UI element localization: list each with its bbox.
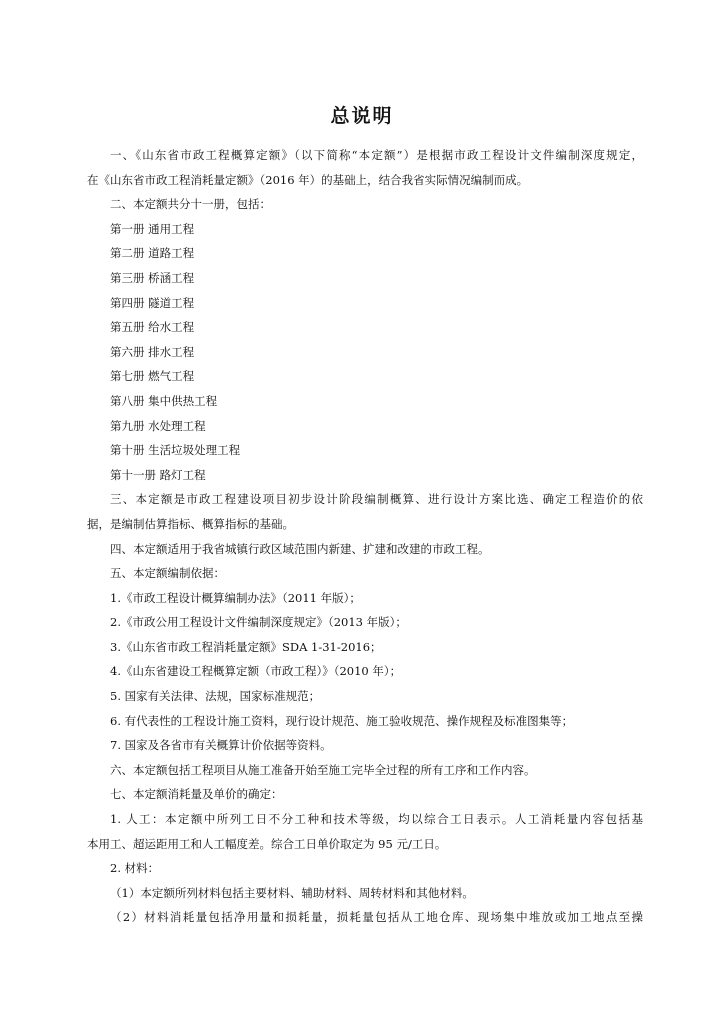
paragraph-line: 六、本定额包括工程项目从施工准备开始至施工完毕全过程的所有工序和工作内容。: [110, 762, 536, 777]
paragraph-line: 三、本定额是市政工程建设项目初步设计阶段编制概算、进行设计方案比选、确定工程造价的依: [110, 492, 643, 507]
paragraph-line: 二、本定额共分十一册，包括：: [110, 197, 271, 212]
paragraph-line: 第八册 集中供热工程: [110, 393, 218, 408]
document-body: [87, 143, 643, 930]
paragraph-line: （1）本定额所列材料包括主要材料、辅助材料、周转材料和其他材料。: [110, 885, 474, 900]
paragraph-line: 第九册 水处理工程: [110, 418, 206, 433]
paragraph-line: 一、《山东省市政工程概算定额》（以下简称“本定额”）是根据市政工程设计文件编制深度规定，: [110, 148, 643, 162]
paragraph-line: 第六册 排水工程: [110, 344, 195, 359]
paragraph-line: 第二册 道路工程: [110, 246, 195, 261]
paragraph-line: 第五册 给水工程: [110, 320, 195, 335]
paragraph-line: 5. 国家有关法律、法规，国家标准规范；: [110, 689, 321, 704]
paragraph-line: 7. 国家及各省市有关概算计价依据等资料。: [110, 738, 332, 753]
paragraph-line: 1.《市政工程设计概算编制办法》（2011 年版）；: [110, 590, 361, 605]
paragraph-line: 3.《山东省市政工程消耗量定额》SDA 1-31-2016；: [110, 639, 382, 654]
paragraph-line: 第七册 燃气工程: [110, 369, 195, 384]
paragraph-line: 第十册 生活垃圾处理工程: [110, 443, 241, 458]
paragraph-line: 第十一册 路灯工程: [110, 467, 206, 482]
paragraph-line: 据，是编制估算指标、概算指标的基础。: [87, 516, 294, 531]
page-title: 总说明: [330, 105, 394, 127]
paragraph-line: 五、本定额编制依据：: [110, 566, 225, 581]
paragraph-line: 6. 有代表性的工程设计施工资料，现行设计规范、施工验收规范、操作规程及标准图集等；: [110, 713, 574, 728]
paragraph-line: 1. 人工：本定额中所列工日不分工种和技术等级，均以综合工日表示。人工消耗量内容包括基: [110, 812, 643, 827]
paragraph-line: 第三册 桥涵工程: [110, 270, 195, 285]
paragraph-line: 第四册 隧道工程: [110, 295, 195, 310]
paragraph-line: 四、本定额适用于我省城镇行政区域范围内新建、扩建和改建的市政工程。: [110, 541, 490, 556]
paragraph-line: 2. 材料：: [110, 861, 160, 876]
paragraph-line: 在《山东省市政工程消耗量定额》（2016 年）的基础上，结合我省实际情况编制而成。: [87, 172, 529, 187]
paragraph-line: 4.《山东省建设工程概算定额（市政工程）》（2010 年）；: [110, 664, 402, 679]
paragraph-line: （2）材料消耗量包括净用量和损耗量，损耗量包括从工地仓库、现场集中堆放或加工地点至操: [110, 910, 643, 925]
paragraph-line: 2.《市政公用工程设计文件编制深度规定》（2013 年版）；: [110, 615, 407, 630]
paragraph-line: 七、本定额消耗量及单价的确定：: [110, 787, 283, 802]
paragraph-line: 第一册 通用工程: [110, 221, 195, 236]
paragraph-line: 本用工、超运距用工和人工幅度差。综合工日单价取定为 95 元/工日。: [87, 836, 447, 851]
